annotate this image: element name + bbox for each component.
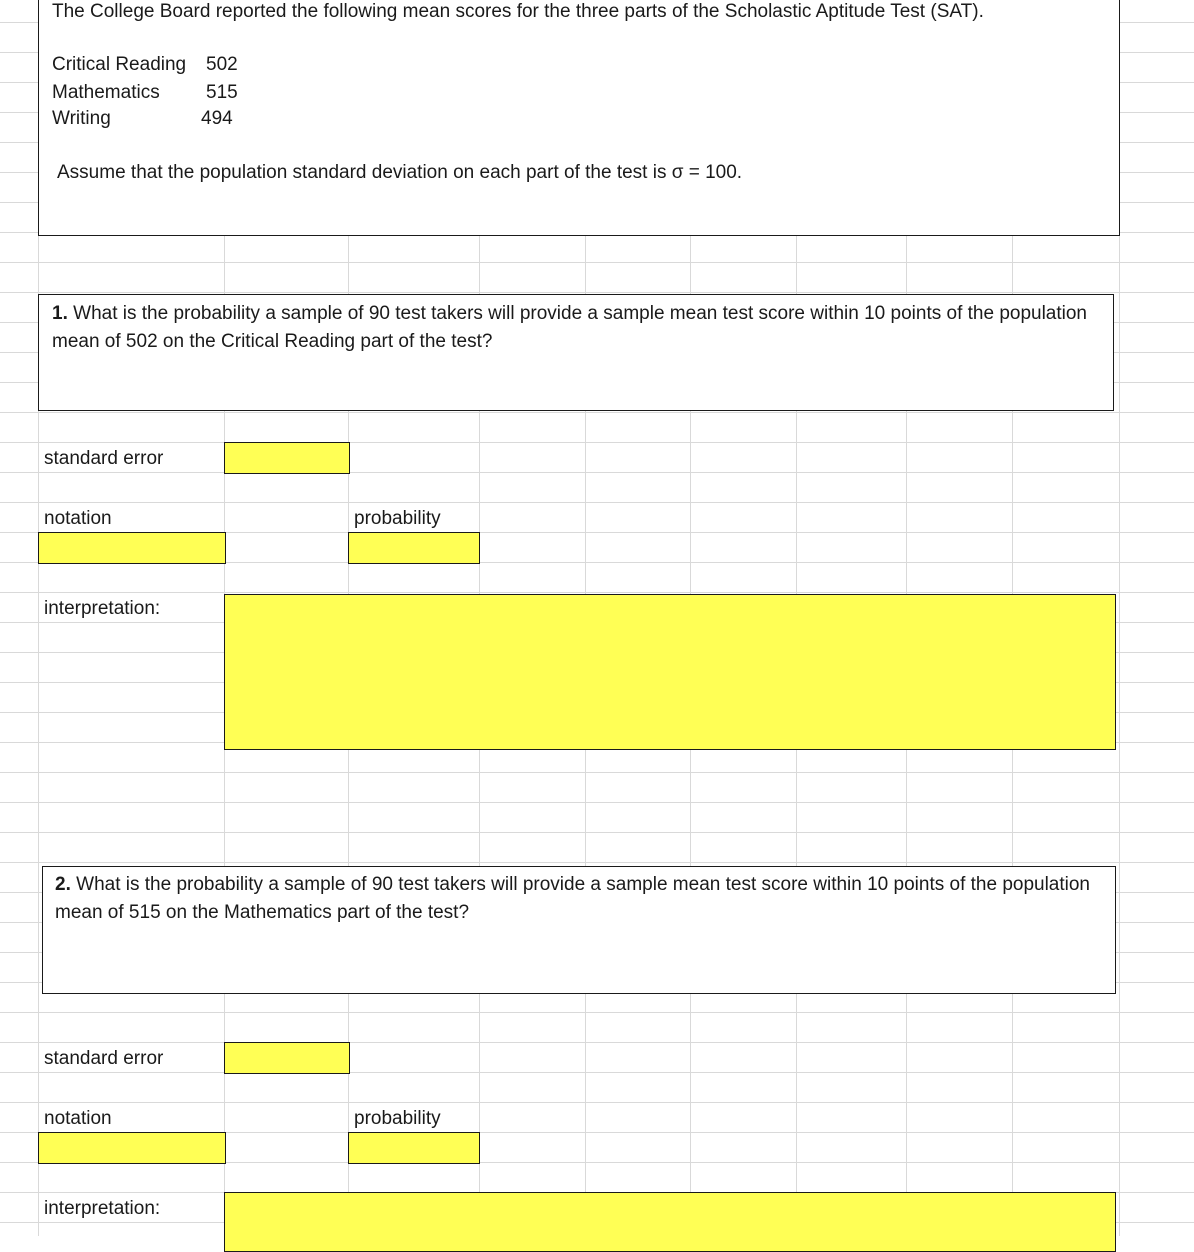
score-value-mathematics: 515 <box>206 82 238 103</box>
score-value-critical-reading: 502 <box>206 54 238 75</box>
q1-interpretation-input[interactable] <box>224 594 1116 750</box>
question-2-number: 2. <box>55 874 71 895</box>
question-1-prompt: What is the probability a sample of 90 test takers will provide a sample mean test score within 10 points of the population mean of 502 on the Critical Reading part of the test? <box>52 303 1088 352</box>
q2-interpretation-input[interactable] <box>224 1192 1116 1252</box>
question-1-number: 1. <box>52 303 68 324</box>
q1-probability-label: probability <box>354 508 441 529</box>
q2-notation-input[interactable] <box>38 1132 226 1164</box>
question-2-text <box>55 871 1095 927</box>
q2-standard-error-label: standard error <box>44 1048 164 1069</box>
q2-notation-label: notation <box>44 1108 112 1129</box>
score-label-writing: Writing <box>52 108 111 129</box>
intro-sentence: The College Board reported the following mean scores for the three parts of the Scholastic Aptitude Test (SAT). <box>52 1 984 22</box>
score-value-writing: 494 <box>201 108 233 129</box>
q2-standard-error-input[interactable] <box>224 1042 350 1074</box>
question-2-prompt: What is the probability a sample of 90 test takers will provide a sample mean test score within 10 points of the population mean of 515 on the Mathematics part of the test? <box>55 874 1091 923</box>
sigma-assumption: Assume that the population standard deviation on each part of the test is σ = 100. <box>57 162 743 183</box>
q1-interpretation-label: interpretation: <box>44 598 161 619</box>
q2-interpretation-label: interpretation: <box>44 1198 161 1219</box>
q2-probability-input[interactable] <box>348 1132 480 1164</box>
q1-notation-label: notation <box>44 508 112 529</box>
q1-standard-error-label: standard error <box>44 448 164 469</box>
question-1-text <box>52 300 1092 356</box>
q1-probability-input[interactable] <box>348 532 480 564</box>
q1-standard-error-input[interactable] <box>224 442 350 474</box>
q1-notation-input[interactable] <box>38 532 226 564</box>
q2-probability-label: probability <box>354 1108 441 1129</box>
score-label-mathematics: Mathematics <box>52 82 160 103</box>
score-label-critical-reading: Critical Reading <box>52 54 187 75</box>
